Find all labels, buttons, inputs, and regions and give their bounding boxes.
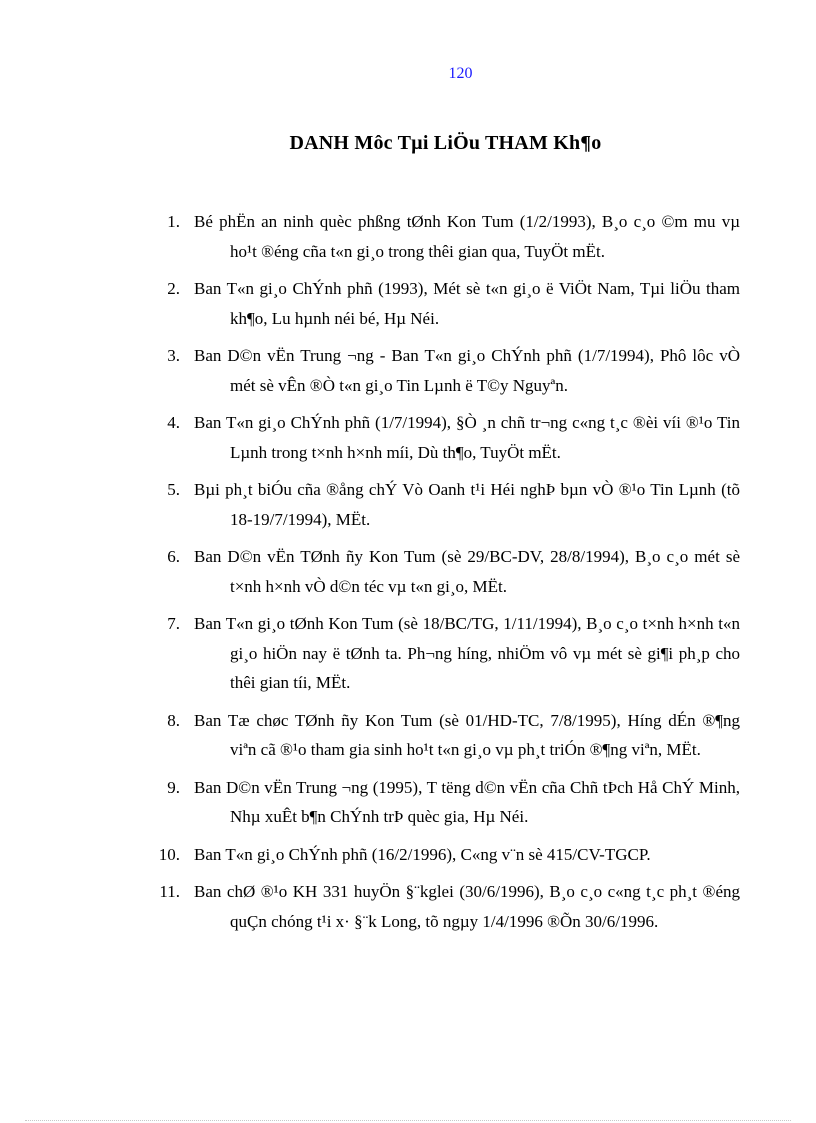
reference-number: 6. [167,547,180,566]
reference-text: Ban D©n vËn Trung ¬ng - Ban T«n gi¸o ChÝnh phñ (1/7/1994), Phô lôc vÒ mét sè vÊn ®Ò t«n gi¸o Tin Lµnh ë T©y Nguyªn. [194,346,740,395]
reference-item [150,773,740,832]
reference-item [150,706,740,765]
reference-text: Ban Tæ chøc TØnh ñy Kon Tum (sè 01/HD-TC, 7/8/1995), Híng dÉn ®¶ng viªn cã ®¹o tham gia sinh ho¹t t«n gi¸o vµ ph¸t triÓn ®¶ng viªn, MËt. [194,710,740,759]
page-bottom-divider [25,1120,791,1121]
reference-list [150,207,740,944]
reference-text: Bé phËn an ninh quèc phßng tØnh Kon Tum (1/2/1993), B¸o c¸o ©m mu vµ ho¹t ®éng cña t«n gi¸o trong thêi gian qua, TuyÖt mËt. [194,212,740,261]
reference-number: 9. [167,777,180,797]
reference-item [150,207,740,266]
reference-text: Ban T«n gi¸o ChÝnh phñ (1/7/1994), §Ò ¸n chñ tr¬ng c«ng t¸c ®èi víi ®¹o Tin Lµnh trong t×nh h×nh míi, Dù th¶o, TuyÖt mËt. [194,413,740,462]
reference-item [150,408,740,467]
reference-number: 7. [167,614,180,633]
reference-text: Ban D©n vËn TØnh ñy Kon Tum (sè 29/BC-DV, 28/8/1994), B¸o c¸o mét sè t×nh h×nh vÒ d©n téc vµ t«n gi¸o, MËt. [194,547,740,596]
reference-text: Ban D©n vËn Trung ¬ng (1995), T tëng d©n vËn cña Chñ tÞch Hå ChÝ Minh, Nhµ xuÊt b¶n ChÝnh trÞ quèc gia, Hµ Néi. [194,777,740,826]
reference-number: 2. [167,279,180,298]
reference-text: Ban T«n gi¸o ChÝnh phñ (16/2/1996), C«ng v¨n sè 415/CV-TGCP. [194,844,651,864]
reference-item [150,542,740,601]
reference-item [150,609,740,698]
reference-number: 4. [167,413,180,432]
reference-number: 1. [167,212,180,231]
page-number: 120 [448,65,473,82]
page-title: DANH Môc Tµi LiÖu THAM Kh¶o [289,132,602,154]
reference-number: 10. [158,844,180,864]
reference-item [150,341,740,400]
reference-number: 5. [167,480,180,499]
reference-text: Ban chØ ®¹o KH 331 huyÖn §¨kglei (30/6/1996), B¸o c¸o c«ng t¸c ph¸t ®éng quÇn chóng t¹i x· §¨k Long, tõ ngµy 1/4/1996 ®Õn 30/6/1996. [194,882,740,931]
reference-item [150,475,740,534]
reference-text: Ban T«n gi¸o tØnh Kon Tum (sè 18/BC/TG, 1/11/1994), B¸o c¸o t×nh h×nh t«n gi¸o hiÖn nay ë tØnh ta. Ph¬ng híng, nhiÖm vô vµ mét sè gi¶i ph¸p cho thêi gian tíi, MËt. [194,614,740,692]
reference-number: 8. [167,710,180,730]
reference-item [150,877,740,936]
reference-item [150,274,740,333]
reference-item [150,840,740,870]
reference-number: 3. [167,346,180,365]
reference-text: Ban T«n gi¸o ChÝnh phñ (1993), Mét sè t«n gi¸o ë ViÖt Nam, Tµi liÖu tham kh¶o, Lu hµnh néi bé, Hµ Néi. [194,279,740,328]
reference-number: 11. [159,882,180,901]
reference-text: Bµi ph¸t biÓu cña ®ång chÝ Vò Oanh t¹i Héi nghÞ bµn vÒ ®¹o Tin Lµnh (tõ 18-19/7/1994), MËt. [194,480,740,529]
